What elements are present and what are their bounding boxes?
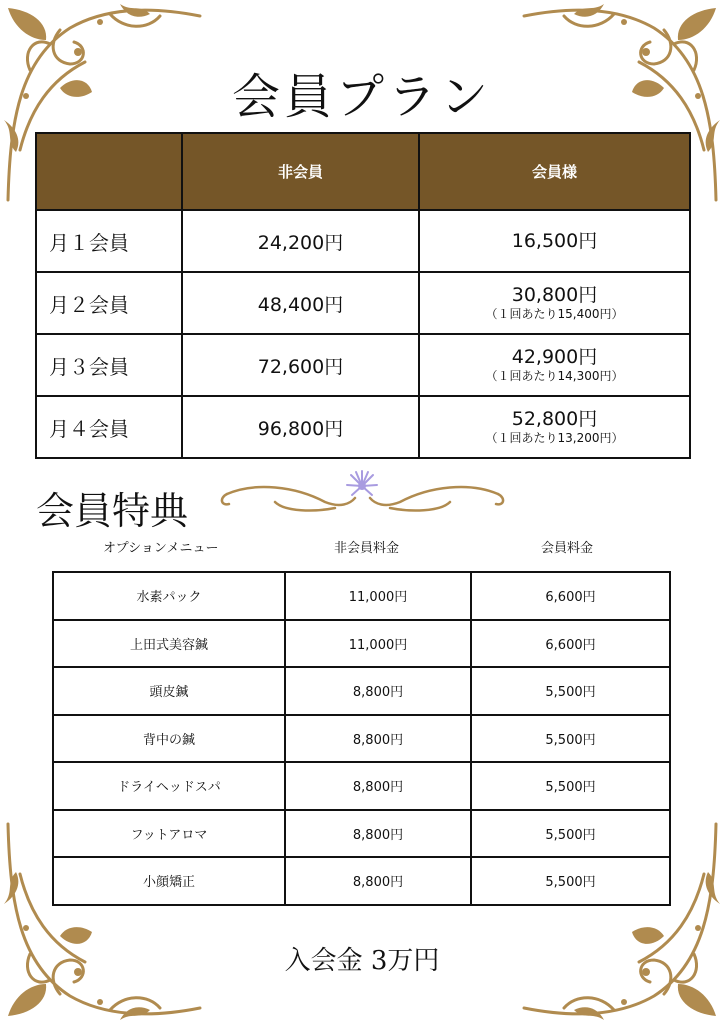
option-non-member-fee: 8,800円 (285, 715, 471, 763)
plan-label: 月４会員 (36, 396, 182, 458)
option-member-fee: 5,500円 (471, 857, 670, 905)
option-name: 背中の鍼 (53, 715, 285, 763)
plan-table-header (36, 133, 690, 210)
option-non-member-fee: 8,800円 (285, 810, 471, 858)
option-non-member-fee: 8,800円 (285, 857, 471, 905)
entry-fee: 入会金 3万円 (284, 946, 440, 976)
table-row (36, 396, 690, 458)
plan-table (35, 132, 691, 459)
table-row (53, 667, 670, 715)
table-row (53, 715, 670, 763)
option-name: ドライヘッドスパ (53, 762, 285, 810)
non-member-price: 48,400円 (182, 272, 419, 334)
member-price-cell (419, 334, 690, 396)
option-menu-header: オプションメニュー (103, 541, 219, 556)
option-member-fee: 6,600円 (471, 620, 670, 668)
plan-label: 月１会員 (36, 210, 182, 272)
option-non-member-fee: 11,000円 (285, 620, 471, 668)
member-price: 42,900円 (511, 346, 598, 368)
option-member-fee: 5,500円 (471, 762, 670, 810)
option-name: 水素パック (53, 572, 285, 620)
divider-ornament (215, 468, 510, 516)
option-non-member-fee: 8,800円 (285, 762, 471, 810)
plan-header-blank (36, 133, 182, 210)
member-fee-header: 会員料金 (541, 541, 594, 556)
member-price: 30,800円 (511, 284, 598, 306)
member-price-cell (419, 272, 690, 334)
non-member-price: 24,200円 (182, 210, 419, 272)
non-member-price: 72,600円 (182, 334, 419, 396)
option-member-fee: 5,500円 (471, 667, 670, 715)
table-row (53, 857, 670, 905)
table-row (36, 210, 690, 272)
page-title: 会員プラン (231, 69, 492, 125)
table-row (53, 762, 670, 810)
table-row (53, 620, 670, 668)
per-visit-note: （１回あたり14,300円） (485, 369, 624, 383)
option-member-fee: 6,600円 (471, 572, 670, 620)
plan-header-member: 会員様 (419, 133, 690, 210)
table-row (36, 272, 690, 334)
option-name: 上田式美容鍼 (53, 620, 285, 668)
benefits-title: 会員特典 (36, 489, 189, 533)
option-non-member-fee: 11,000円 (285, 572, 471, 620)
plan-label: 月２会員 (36, 272, 182, 334)
member-price-cell (419, 396, 690, 458)
plan-label: 月３会員 (36, 334, 182, 396)
option-member-fee: 5,500円 (471, 715, 670, 763)
option-name: 小顔矯正 (53, 857, 285, 905)
option-name: フットアロマ (53, 810, 285, 858)
member-price-cell (419, 210, 690, 272)
non-member-price: 96,800円 (182, 396, 419, 458)
member-price: 52,800円 (511, 408, 598, 430)
plan-header-non-member: 非会員 (182, 133, 419, 210)
per-visit-note: （１回あたり13,200円） (485, 431, 624, 445)
per-visit-note: （１回あたり15,400円） (485, 307, 624, 321)
non-member-fee-header: 非会員料金 (334, 541, 400, 556)
table-row (36, 334, 690, 396)
option-member-fee: 5,500円 (471, 810, 670, 858)
option-name: 頭皮鍼 (53, 667, 285, 715)
member-price: 16,500円 (511, 230, 598, 252)
table-row (53, 810, 670, 858)
flower-flourish-icon (215, 468, 510, 516)
option-non-member-fee: 8,800円 (285, 667, 471, 715)
table-row (53, 572, 670, 620)
options-table (52, 571, 671, 906)
